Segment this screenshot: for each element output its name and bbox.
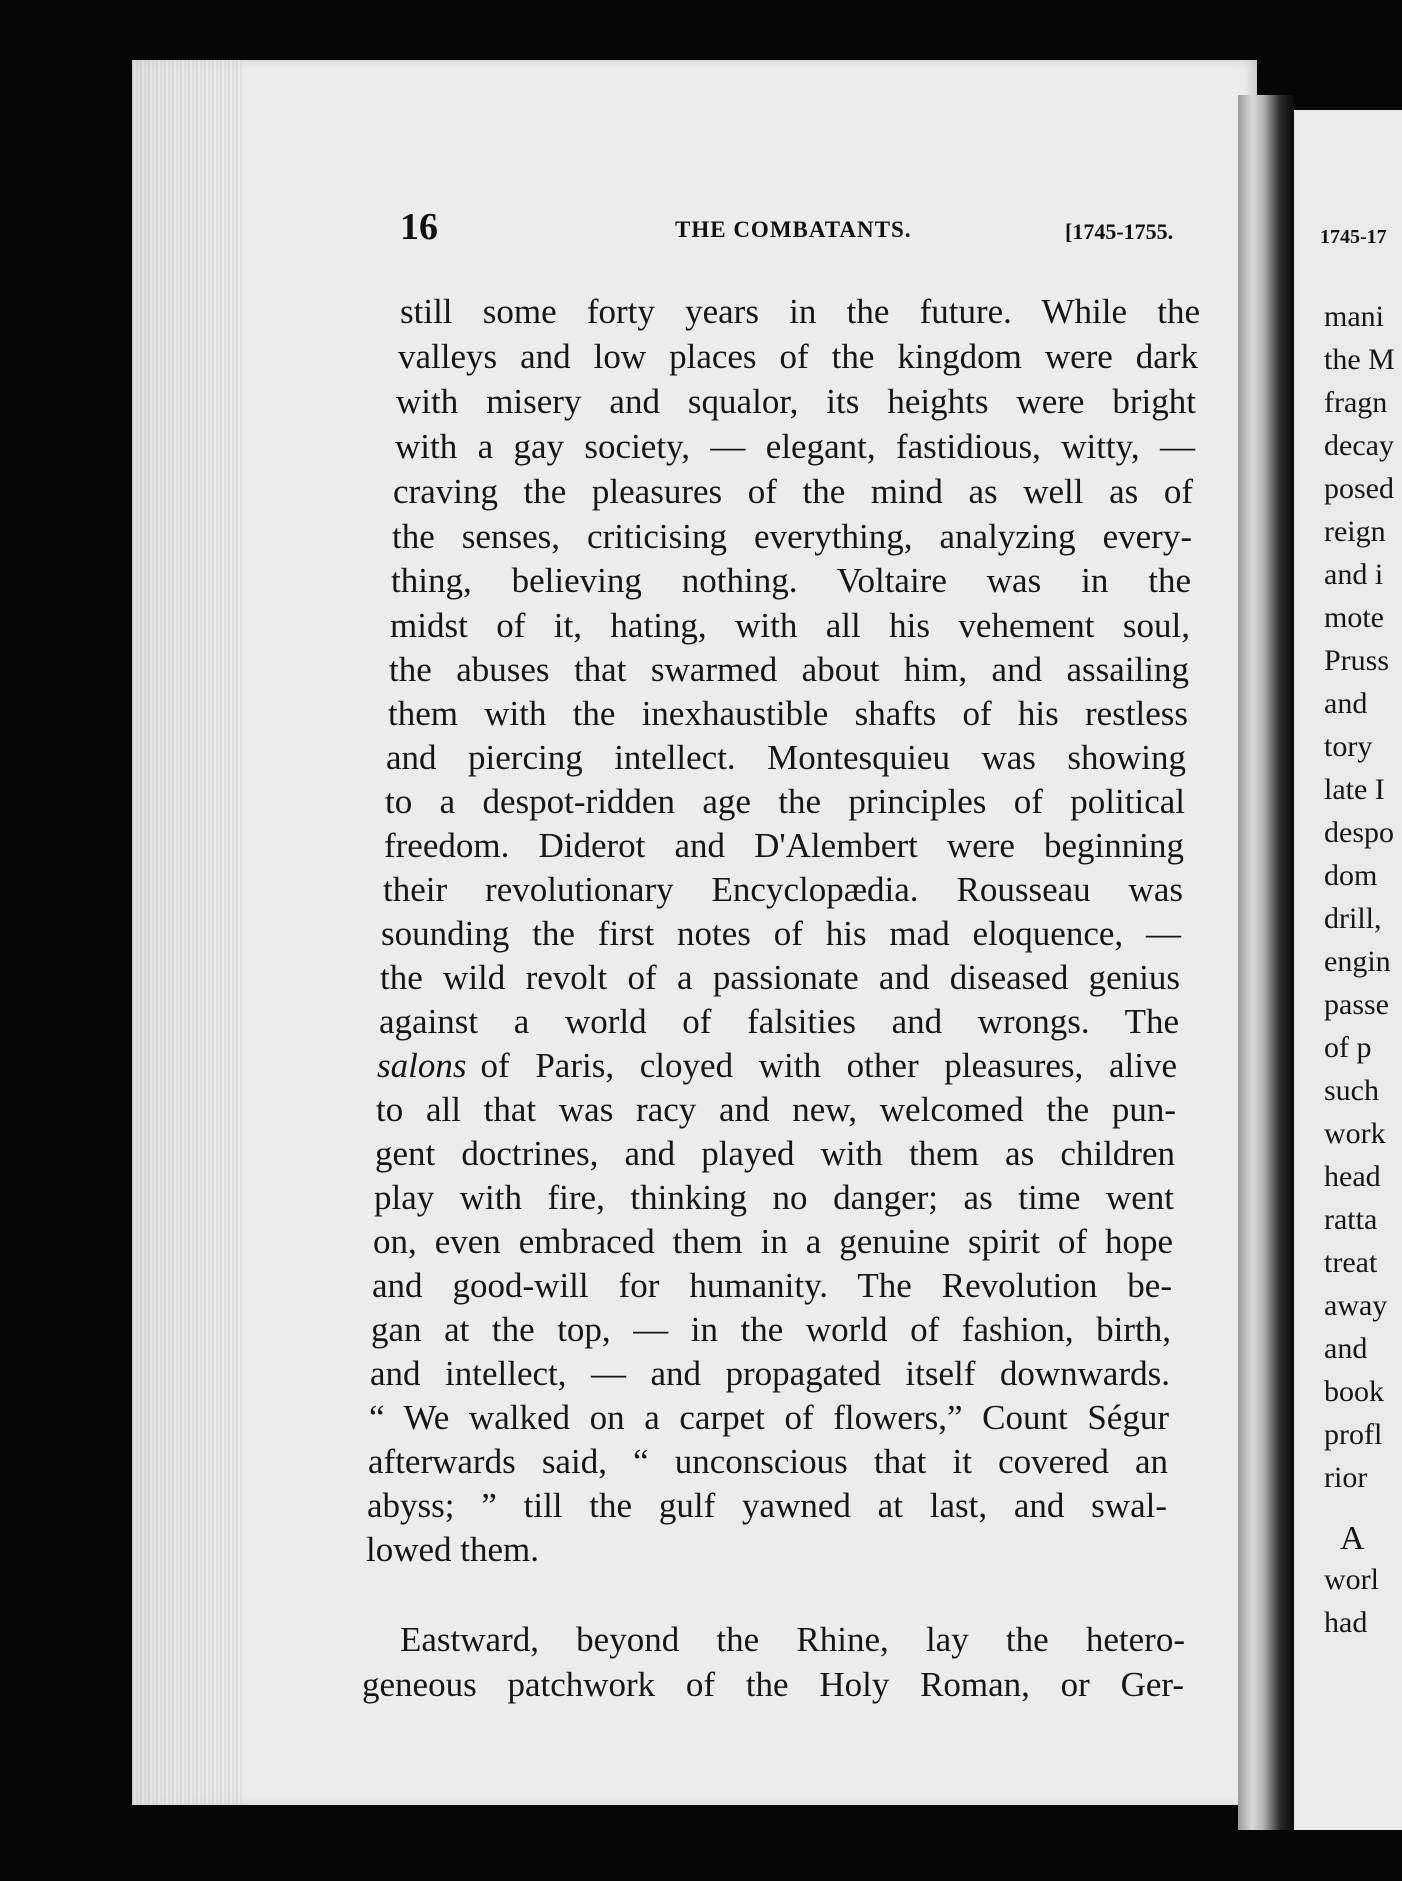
right-text-fragment: and <box>1324 687 1368 720</box>
text-line: the wild revolt of a passionate and diseased genius <box>380 958 1180 997</box>
text-line: on, even embraced them in a genuine spirit of hope <box>373 1222 1173 1261</box>
text-line: still some forty years in the future. While the <box>400 292 1200 331</box>
paragraph-2-line: geneous patchwork of the Holy Roman, or Ger- <box>362 1665 1184 1704</box>
right-text-fragment: and i <box>1324 558 1384 591</box>
right-text-fragment: work <box>1324 1117 1386 1150</box>
right-text-fragment: drill, <box>1324 902 1382 935</box>
right-text-fragment: passe <box>1324 988 1389 1021</box>
text-line: and intellect, — and propagated itself downwards. <box>370 1354 1170 1393</box>
paragraph-2-line: Eastward, beyond the Rhine, lay the hetero- <box>400 1620 1185 1659</box>
text-line: play with fire, thinking no danger; as time went <box>374 1178 1174 1217</box>
right-text-fragment: fragn <box>1324 386 1388 419</box>
right-text-fragment: rior <box>1324 1461 1368 1494</box>
text-line: to a despot-ridden age the principles of political <box>385 782 1185 821</box>
right-text-fragment: ratta <box>1324 1203 1378 1236</box>
right-text-fragment: mani <box>1324 300 1384 333</box>
text-line: and piercing intellect. Montesquieu was showing <box>386 738 1186 777</box>
right-text-fragment: posed <box>1324 472 1394 505</box>
right-text-fragment: engin <box>1324 945 1391 978</box>
text-line: abyss; ” till the gulf yawned at last, and swal- <box>367 1486 1167 1525</box>
right-text-fragment: late I <box>1324 773 1385 806</box>
right-text-fragment: decay <box>1324 429 1394 462</box>
text-line: them with the inexhaustible shafts of his restless <box>388 694 1188 733</box>
text-line: thing, believing nothing. Voltaire was in the <box>391 561 1191 600</box>
text-line: craving the pleasures of the mind as well as of <box>393 472 1193 511</box>
text-line: midst of it, hating, with all his vehement soul, <box>390 606 1190 645</box>
text-line: gan at the top, — in the world of fashion, birth, <box>371 1310 1171 1349</box>
right-running-head: 1745-17 <box>1320 226 1387 248</box>
right-text-fragment: tory <box>1324 730 1373 763</box>
text-line: lowed them. <box>366 1530 540 1569</box>
text-line: afterwards said, “ unconscious that it covered an <box>368 1442 1168 1481</box>
date-range: [1745-1755. <box>1065 219 1174 244</box>
right-text-fragment: had <box>1324 1606 1368 1639</box>
right-text-fragment: away <box>1324 1289 1388 1322</box>
text-line: the abuses that swarmed about him, and assailing <box>389 650 1189 689</box>
text-line: their revolutionary Encyclopædia. Rousseau was <box>383 870 1183 909</box>
text-line <box>377 1046 1177 1086</box>
text-line: to all that was racy and new, welcomed the pun- <box>376 1090 1176 1129</box>
text-line: sounding the first notes of his mad eloquence, — <box>381 914 1181 953</box>
right-text-fragment: worl <box>1324 1563 1379 1596</box>
right-text-fragment: profl <box>1324 1418 1383 1451</box>
text-line: with a gay society, — elegant, fastidious, witty, — <box>395 427 1195 466</box>
right-text-fragment: of p <box>1324 1031 1372 1064</box>
page-number: 16 <box>400 206 438 248</box>
right-text-fragment: reign <box>1324 515 1386 548</box>
right-text-fragment: A <box>1340 1520 1365 1557</box>
text-line: with misery and squalor, its heights were bright <box>396 382 1196 421</box>
right-text-fragment: treat <box>1324 1246 1378 1279</box>
text-line: “ We walked on a carpet of flowers,” Count Ségur <box>369 1398 1169 1437</box>
text-line: gent doctrines, and played with them as children <box>375 1134 1175 1173</box>
text-line-rest: of Paris, cloyed with other pleasures, alive <box>480 1046 1177 1085</box>
text-line: valleys and low places of the kingdom were dark <box>398 337 1198 376</box>
text-line: and good-will for humanity. The Revolution be- <box>372 1266 1172 1305</box>
right-text-fragment: and <box>1324 1332 1368 1365</box>
right-text-fragment: the M <box>1324 343 1395 376</box>
chapter-title: THE COMBATANTS. <box>675 217 912 242</box>
right-text-fragment: book <box>1324 1375 1384 1408</box>
right-text-fragment: such <box>1324 1074 1379 1107</box>
right-text-fragment: Pruss <box>1324 644 1390 677</box>
right-text-fragment: mote <box>1324 601 1384 634</box>
right-text-fragment: dom <box>1324 859 1378 892</box>
italic-word: salons <box>377 1046 467 1085</box>
text-line: freedom. Diderot and D'Alembert were beginning <box>384 826 1184 865</box>
right-text-fragment: head <box>1324 1160 1381 1193</box>
right-text-fragment: despo <box>1324 816 1394 849</box>
text-line: the senses, criticising everything, analyzing every- <box>392 517 1192 556</box>
text-line: against a world of falsities and wrongs. The <box>379 1002 1179 1041</box>
